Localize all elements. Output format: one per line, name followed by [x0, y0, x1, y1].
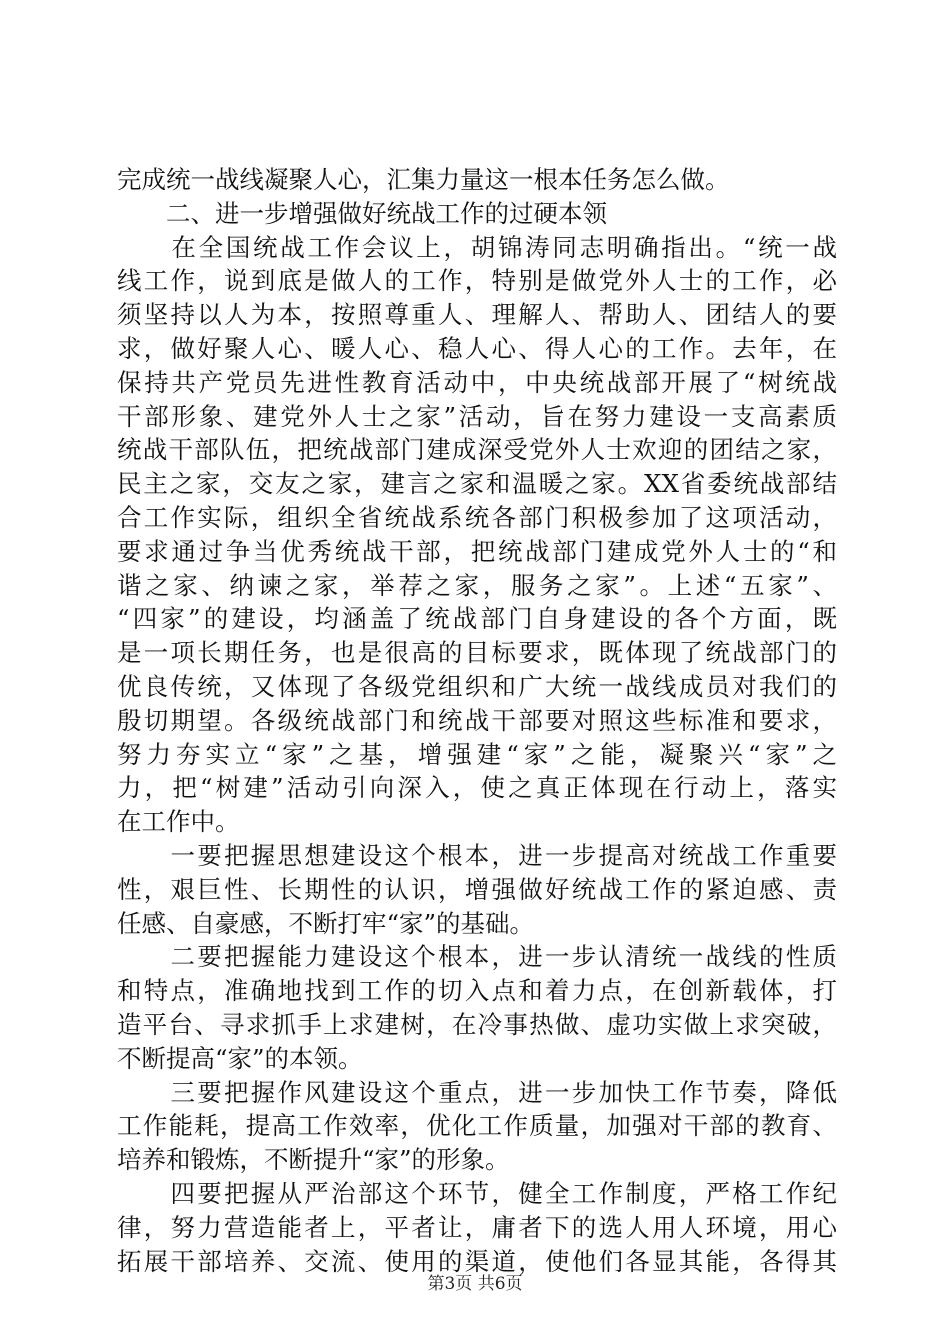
text-line: 合工作实际，组织全省统战系统各部门积极参加了这项活动，: [117, 502, 837, 532]
text-line: 完成统一战线凝聚人心，汇集力量这一根本任务怎么做。: [117, 165, 730, 194]
text-line: 二要把握能力建设这个根本，进一步认清统一战线的性质: [117, 942, 837, 972]
text-line: 是一项长期任务，也是很高的目标要求，既体现了统战部门的: [117, 638, 837, 668]
text-line: 造平台、寻求抓手上求建树，在冷事热做、虚功实做上求突破，: [117, 1009, 837, 1039]
text-line: 任感、自豪感，不断打牢“家”的基础。: [117, 908, 535, 938]
text-line: 在全国统战工作会议上，胡锦涛同志明确指出。“统一战: [117, 232, 837, 262]
text-line: 线工作，说到底是做人的工作，特别是做党外人士的工作，必: [117, 266, 837, 296]
page-footer: 第3页 共6页: [427, 1274, 523, 1294]
text-line: 统战干部队伍，把统战部门建成深受党外人士欢迎的团结之家，: [117, 435, 837, 465]
document-body: [117, 163, 837, 1278]
text-line: 干部形象、建党外人士之家”活动，旨在努力建设一支高素质: [117, 401, 837, 431]
text-line: 不断提高“家”的本领。: [117, 1043, 363, 1073]
text-line: 求，做好聚人心、暖人心、稳人心、得人心的工作。去年，在: [117, 333, 837, 363]
text-line: 三要把握作风建设这个重点，进一步加快工作节奏，降低: [117, 1077, 837, 1107]
text-line: 须坚持以人为本，按照尊重人、理解人、帮助人、团结人的要: [117, 300, 837, 330]
text-line: 四要把握从严治部这个环节，健全工作制度，严格工作纪: [117, 1178, 837, 1208]
text-line: 力，把“树建”活动引向深入，使之真正体现在行动上，落实: [117, 773, 837, 803]
text-line: 培养和锻炼，不断提升“家”的形象。: [117, 1145, 510, 1175]
text-line: 拓展干部培养、交流、使用的渠道，使他们各显其能，各得其: [117, 1246, 837, 1276]
text-line: 要求通过争当优秀统战干部，把统战部门建成党外人士的“和: [117, 536, 837, 566]
text-line: 工作能耗，提高工作效率，优化工作质量，加强对干部的教育、: [117, 1111, 837, 1141]
text-line: 律，努力营造能者上，平者让，庸者下的选人用人环境，用心: [117, 1212, 837, 1242]
text-line: 在工作中。: [117, 807, 240, 837]
text-line: “四家”的建设，均涵盖了统战部门自身建设的各个方面，既: [117, 604, 837, 634]
text-line: 一要把握思想建设这个根本，进一步提高对统战工作重要: [117, 840, 837, 870]
text-line: 保持共产党员先进性教育活动中，中央统战部开展了“树统战: [117, 367, 837, 397]
text-line: 性，艰巨性、长期性的认识，增强做好统战工作的紧迫感、责: [117, 874, 837, 904]
text-line: 民主之家，交友之家，建言之家和温暖之家。XX省委统战部结: [117, 469, 837, 499]
text-line: 和特点，准确地找到工作的切入点和着力点，在创新载体，打: [117, 976, 837, 1006]
text-line: 优良传统，又体现了各级党组织和广大统一战线成员对我们的: [117, 671, 837, 701]
text-line: 努力夯实立“家”之基，增强建“家”之能，凝聚兴“家”之: [117, 739, 837, 769]
text-line: 殷切期望。各级统战部门和统战干部要对照这些标准和要求，: [117, 705, 837, 735]
text-line: 二、进一步增强做好统战工作的过硬本领: [117, 198, 607, 228]
text-line: 谐之家、纳谏之家，举荐之家，服务之家”。上述“五家”、: [117, 570, 837, 600]
